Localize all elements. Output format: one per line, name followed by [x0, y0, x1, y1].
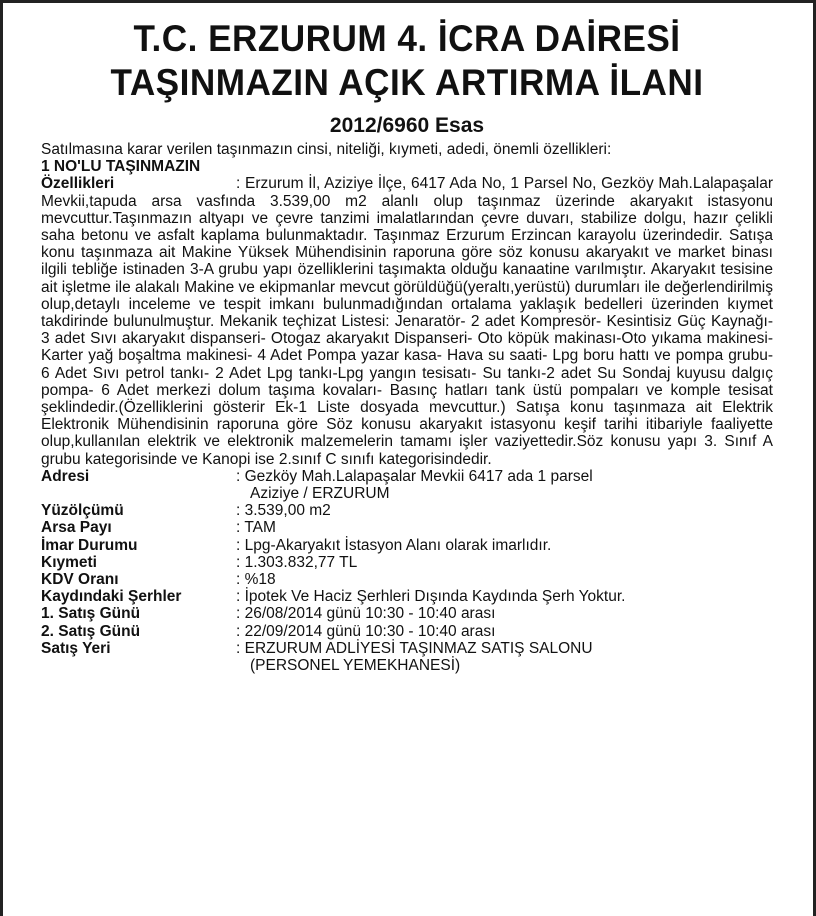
court-title: T.C. ERZURUM 4. İCRA DAİRESİ: [133, 18, 681, 59]
field-value-cell: [236, 537, 625, 554]
notice-body: [41, 141, 773, 674]
field-value-continued: Aziziye / ERZURUM: [250, 485, 390, 503]
field-row: [41, 605, 625, 622]
field-label: 1. Satış Günü: [41, 605, 141, 623]
field-label: Satış Yeri: [41, 639, 111, 657]
field-value: : ERZURUM ADLİYESİ TAŞINMAZ SATIŞ SALONU: [236, 639, 593, 657]
field-value: : TAM: [236, 519, 276, 537]
field-row: [41, 640, 625, 674]
field-value-cell: [236, 468, 625, 502]
field-value: : İpotek Ve Haciz Şerhleri Dışında Kaydında Şerh Yoktur.: [236, 588, 626, 606]
field-label: KDV Oranı: [41, 571, 119, 589]
field-value-continued: (PERSONEL YEMEKHANESİ): [250, 657, 461, 675]
section-title: 1 NO'LU TAŞINMAZIN: [41, 158, 201, 176]
intro-text: Satılmasına karar verilen taşınmazın cinsi, niteliği, kıymeti, adedi, önemli özellikleri:: [41, 141, 612, 158]
notice-title: TAŞINMAZIN AÇIK ARTIRMA İLANI: [110, 62, 704, 103]
field-value: : 22/09/2014 günü 10:30 - 10:40 arası: [236, 622, 496, 640]
field-value: : 26/08/2014 günü 10:30 - 10:40 arası: [236, 605, 496, 623]
field-value: : Gezköy Mah.Lalapaşalar Mevkii 6417 ada 1 parsel: [236, 467, 593, 485]
field-value-cell: [236, 554, 625, 571]
field-label: Kıymeti: [41, 553, 97, 571]
property-fields: [41, 468, 625, 674]
features-paragraph: [41, 175, 773, 467]
field-row: [41, 554, 625, 571]
field-value: : 1.303.832,77 TL: [236, 553, 358, 571]
field-value-cell: [236, 519, 625, 536]
field-label: Adresi: [41, 467, 90, 485]
field-value-cell: [236, 571, 625, 588]
field-row: [41, 537, 625, 554]
field-row: [41, 623, 625, 640]
case-number: 2012/6960 Esas: [329, 114, 485, 137]
field-label: İmar Durumu: [41, 536, 138, 554]
field-label: Arsa Payı: [41, 519, 112, 537]
field-value-cell: [236, 605, 625, 622]
field-value-cell: [236, 640, 625, 674]
field-label: Kaydındaki Şerhler: [41, 588, 182, 606]
features-text: : Erzurum İl, Aziziye İlçe, 6417 Ada No, 1 Parsel No, Gezköy Mah.Lalapaşalar Mevkii,tapuda arsa vasfında 3.539,00 m2 alanlı olup taşınmaz üzerinde akaryakıt istasyonu mevcuttur.Taşınmazın altyapı ve çevre tanzimi imalatlarından çevre duvarı, stabilize dolgu, hazır çelikli saha betonu ve asfalt kaplama bulunmaktadır. Taşınmaz Erzurum Erzincan karayolu üzerindedir. Satışa konu taşınmaza ait Makine Yüksek Mühendisinin raporuna göre söz konusu akaryakıt ve market binası ilgili tebliğe istinaden 3-A grubu yapı özelliklerini taşımakta olduğu kanaatine varılmıştır. Akaryakıt tesisine ait işletme ile alakalı Makine ve ekipmanlar mevcut görüldüğü(yeraltı,yerüstü) durumları ile değerlendirilmiş olup,detaylı inceleme ve tespit imkanı bulunmadığından ortalama yaklaşık bedelleri üzerinden kıymet takdirinde bulunulmuştur. Mekanik teçhizat Listesi: Jenaratör- 2 adet Kompresör- Kesintisiz Güç Kaynağı- 3 adet Sıvı akaryakıt dispanseri- Otogaz akaryakıt Dispanseri- Oto köpük makinası-Oto yıkama makinesi-Karter yağ boşaltma makinesi- 4 Adet Pompa yazar kasa- Hava su saati- Lpg boru hattı ve pompa grubu- 6 Adet Sıvı petrol tankı- 2 Adet Lpg tankı-Lpg yangın tesisatı- Su tankı-2 adet Su Sondaj kuyusu dalgıç pompa- 6 Adet merkezi dolum taşıma kovaları- Basınç hatları tank üstü pompaları ve komple tesisat şeklindedir.(Özelliklerini gösterir Ek-1 Liste dosyada mevcuttur.) Satışa konu taşınmaza ait Elektrik Elektronik Mühendisinin raporuna göre Söz konusu akaryakıt istasyonu keşif tarihi itibariyle faaliyette olup,kullanılan elektrik ve elektronik malzemelerin tamamı işler vaziyettedir.Söz konusu yapı 3. Sınıf A grubu kategorisinde ve Kanopi ise 2.sınıf C sınıfı kategorisindedir.: [41, 175, 773, 468]
field-row: [41, 571, 625, 588]
field-label: Yüzölçümü: [41, 502, 124, 520]
field-row: [41, 468, 625, 502]
field-value-cell: [236, 502, 625, 519]
field-value: : Lpg-Akaryakıt İstasyon Alanı olarak imarlıdır.: [236, 536, 552, 554]
field-row: [41, 588, 625, 605]
features-label: Özellikleri: [41, 175, 115, 193]
field-label: 2. Satış Günü: [41, 622, 141, 640]
field-value-cell: [236, 623, 625, 640]
field-value-cell: [236, 588, 625, 605]
field-value: : 3.539,00 m2: [236, 502, 331, 520]
field-row: [41, 519, 625, 536]
field-row: [41, 502, 625, 519]
field-value: : %18: [236, 571, 276, 589]
